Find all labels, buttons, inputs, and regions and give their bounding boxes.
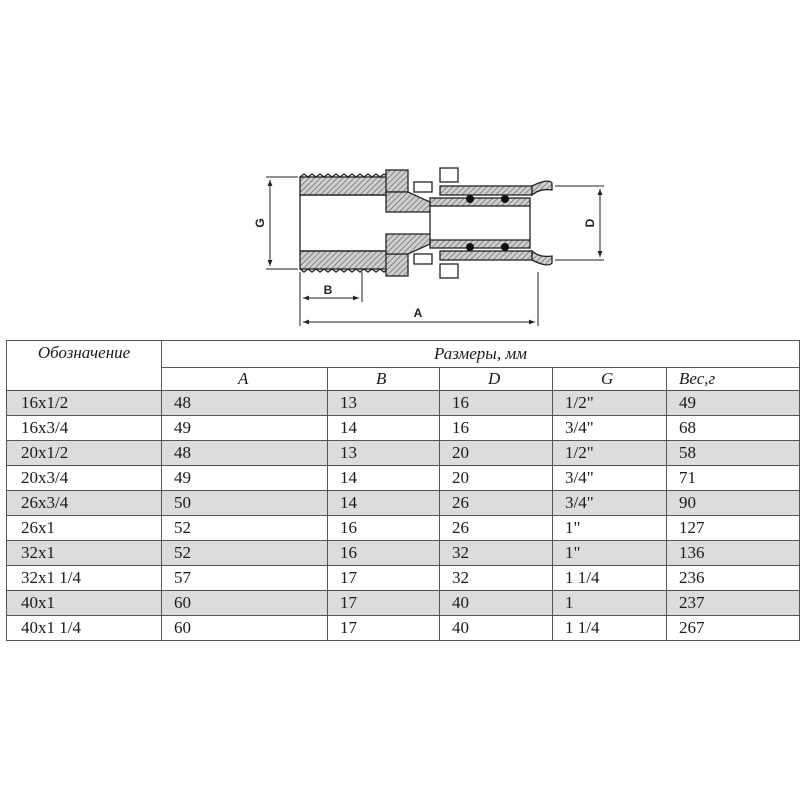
value-cell: 49: [162, 416, 328, 441]
table-row: [7, 441, 800, 466]
table-row: [7, 541, 800, 566]
value-cell: 57: [162, 566, 328, 591]
value-cell: 60: [162, 591, 328, 616]
fitting-drawing: [250, 158, 610, 333]
value-cell: 267: [667, 616, 800, 641]
table-row: [7, 516, 800, 541]
value-cell: 20: [440, 466, 553, 491]
table-header: [7, 341, 800, 391]
value-cell: 136: [667, 541, 800, 566]
value-cell: 13: [328, 441, 440, 466]
value-cell: 40: [440, 591, 553, 616]
designation-cell: 32x1 1/4: [7, 566, 162, 591]
value-cell: 1/2": [553, 391, 667, 416]
value-cell: 50: [162, 491, 328, 516]
column-header: B: [328, 368, 440, 391]
value-cell: 49: [162, 466, 328, 491]
designation-cell: 32x1: [7, 541, 162, 566]
value-cell: 3/4": [553, 466, 667, 491]
value-cell: 16: [440, 391, 553, 416]
value-cell: 52: [162, 541, 328, 566]
value-cell: 1: [553, 591, 667, 616]
value-cell: 237: [667, 591, 800, 616]
designation-cell: 40x1 1/4: [7, 616, 162, 641]
table-row: [7, 491, 800, 516]
fitting-body: [300, 168, 552, 278]
sizes-header: Размеры, мм: [162, 341, 800, 368]
table-body: [7, 391, 800, 641]
value-cell: 68: [667, 416, 800, 441]
dimension-g-label: G: [253, 218, 267, 228]
value-cell: 3/4": [553, 491, 667, 516]
value-cell: 1/2": [553, 441, 667, 466]
dimension-a-label: A: [413, 306, 423, 320]
value-cell: 16: [328, 516, 440, 541]
value-cell: 26: [440, 516, 553, 541]
designation-cell: 16x1/2: [7, 391, 162, 416]
value-cell: 1 1/4: [553, 616, 667, 641]
value-cell: 48: [162, 391, 328, 416]
table-row: [7, 591, 800, 616]
table-row: [7, 616, 800, 641]
value-cell: 17: [328, 566, 440, 591]
designation-cell: 16x3/4: [7, 416, 162, 441]
value-cell: 16: [440, 416, 553, 441]
value-cell: 1": [553, 541, 667, 566]
value-cell: 32: [440, 541, 553, 566]
table-row: [7, 416, 800, 441]
value-cell: 1 1/4: [553, 566, 667, 591]
dimension-b-label: B: [323, 283, 333, 297]
value-cell: 14: [328, 466, 440, 491]
column-header: A: [162, 368, 328, 391]
table-row: [7, 391, 800, 416]
value-cell: 32: [440, 566, 553, 591]
value-cell: 14: [328, 416, 440, 441]
table-row: [7, 566, 800, 591]
value-cell: 60: [162, 616, 328, 641]
value-cell: 127: [667, 516, 800, 541]
value-cell: 20: [440, 441, 553, 466]
value-cell: 71: [667, 466, 800, 491]
value-cell: 1": [553, 516, 667, 541]
column-header: Вес,г: [667, 368, 800, 391]
designation-header: Обозначение: [7, 341, 162, 391]
value-cell: 52: [162, 516, 328, 541]
dimension-d-label: D: [583, 218, 597, 228]
dimensions-table: [6, 340, 800, 641]
designation-cell: 26x1: [7, 516, 162, 541]
value-cell: 49: [667, 391, 800, 416]
table-row: [7, 466, 800, 491]
designation-cell: 20x1/2: [7, 441, 162, 466]
dimension-b: [300, 272, 362, 326]
column-header: G: [553, 368, 667, 391]
value-cell: 3/4": [553, 416, 667, 441]
value-cell: 236: [667, 566, 800, 591]
designation-cell: 26x3/4: [7, 491, 162, 516]
value-cell: 90: [667, 491, 800, 516]
value-cell: 48: [162, 441, 328, 466]
value-cell: 40: [440, 616, 553, 641]
value-cell: 17: [328, 616, 440, 641]
dimension-g: [266, 177, 298, 269]
value-cell: 58: [667, 441, 800, 466]
designation-cell: 40x1: [7, 591, 162, 616]
value-cell: 17: [328, 591, 440, 616]
column-header: D: [440, 368, 553, 391]
value-cell: 13: [328, 391, 440, 416]
designation-cell: 20x3/4: [7, 466, 162, 491]
value-cell: 26: [440, 491, 553, 516]
value-cell: 14: [328, 491, 440, 516]
value-cell: 16: [328, 541, 440, 566]
